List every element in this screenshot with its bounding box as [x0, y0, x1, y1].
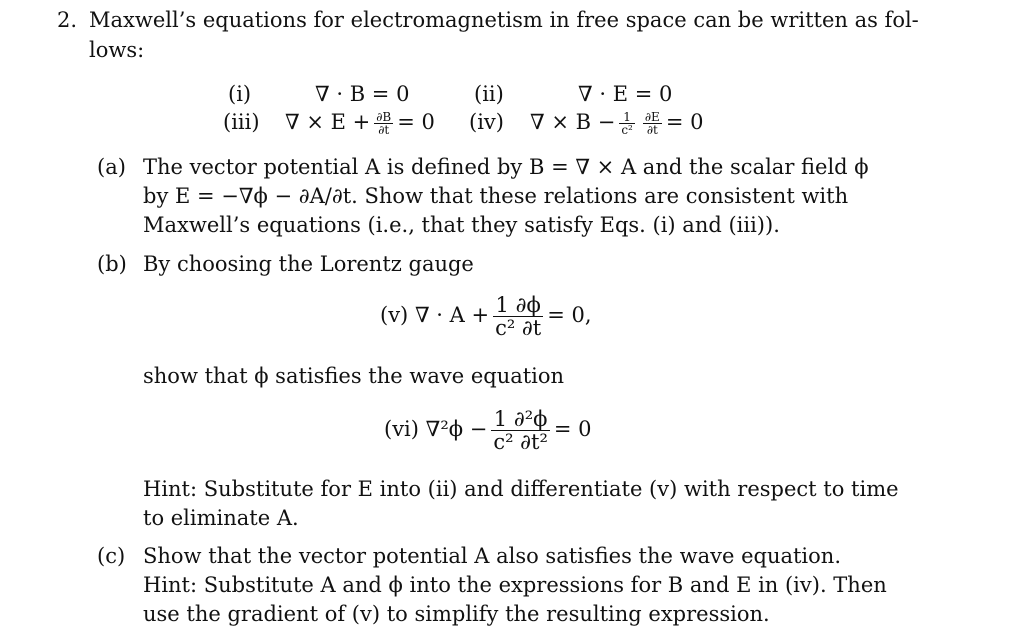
part-b-hint-line-2: to eliminate A. — [143, 506, 299, 530]
eq-iii-frac-den: ∂t — [378, 123, 390, 137]
eq-ii: ∇ · E = 0 — [578, 82, 673, 106]
eq-iii-label: (iii) — [223, 110, 260, 134]
eq-i-label: (i) — [228, 82, 252, 106]
eq-iv-label: (iv) — [469, 110, 504, 134]
eq-ii-label: (ii) — [474, 82, 504, 106]
part-a-line-2: by E = −∇ϕ − ∂A/∂t. Show that these relations are consistent with — [143, 184, 849, 208]
eq-iii-fraction — [374, 111, 393, 136]
eq-v-fraction — [493, 294, 543, 339]
part-b-label: (b) — [97, 252, 127, 276]
eq-v-frac-den: c² ∂t — [495, 316, 542, 340]
part-a-line-1: The vector potential A is defined by B = ∇ × A and the scalar field ϕ — [143, 155, 869, 179]
eq-i: ∇ · B = 0 — [315, 82, 410, 106]
eq-iv-left: ∇ × B − — [530, 110, 616, 134]
part-a-line-3: Maxwell’s equations (i.e., that they satisfy Eqs. (i) and (iii)). — [143, 213, 780, 237]
eq-iv-frac2-num: ∂E — [644, 110, 660, 124]
intro-line-2: lows: — [89, 38, 145, 62]
eq-iv — [530, 110, 703, 136]
eq-iii — [285, 110, 435, 136]
eq-v — [380, 294, 592, 339]
part-b-line-1: By choosing the Lorentz gauge — [143, 252, 474, 276]
eq-iv-right: = 0 — [665, 110, 704, 134]
part-b-hint-line-1: Hint: Substitute for E into (ii) and differentiate (v) with respect to time — [143, 477, 899, 501]
part-b-line-2: show that ϕ satisfies the wave equation — [143, 364, 565, 388]
part-c-line-2: Hint: Substitute A and ϕ into the expressions for B and E in (iv). Then — [143, 573, 887, 597]
part-a-label: (a) — [97, 155, 126, 179]
problem-number: 2. — [57, 8, 78, 32]
eq-iii-left: ∇ × E + — [285, 110, 371, 134]
eq-vi-frac-num: 1 ∂²ϕ — [491, 408, 550, 431]
part-c-line-1: Show that the vector potential A also satisfies the wave equation. — [143, 544, 841, 568]
eq-vi-left: ∇²ϕ − — [425, 417, 488, 441]
eq-vi-right: = 0 — [553, 417, 592, 441]
eq-iv-fraction-2 — [643, 111, 662, 136]
eq-iv-fraction-1 — [619, 111, 635, 136]
eq-iii-frac-num: ∂B — [376, 110, 392, 124]
eq-v-left: ∇ · A + — [414, 303, 490, 327]
eq-v-label: (v) — [380, 303, 409, 327]
eq-vi-label: (vi) — [384, 417, 419, 441]
intro-line-1: Maxwell’s equations for electromagnetism in free space can be written as fol- — [89, 8, 919, 32]
part-c-label: (c) — [97, 544, 126, 568]
eq-iv-frac1-den: c² — [621, 123, 633, 137]
eq-v-frac-num: 1 ∂ϕ — [493, 294, 543, 317]
eq-vi-frac-den: c² ∂t² — [493, 430, 548, 454]
eq-v-right: = 0, — [547, 303, 592, 327]
eq-vi — [384, 408, 592, 453]
eq-vi-fraction — [491, 408, 550, 453]
eq-iii-right: = 0 — [397, 110, 435, 134]
part-c-line-3: use the gradient of (v) to simplify the resulting expression. — [143, 602, 770, 626]
eq-iv-frac1-num: 1 — [619, 111, 635, 124]
eq-iv-frac2-den: ∂t — [646, 123, 658, 137]
